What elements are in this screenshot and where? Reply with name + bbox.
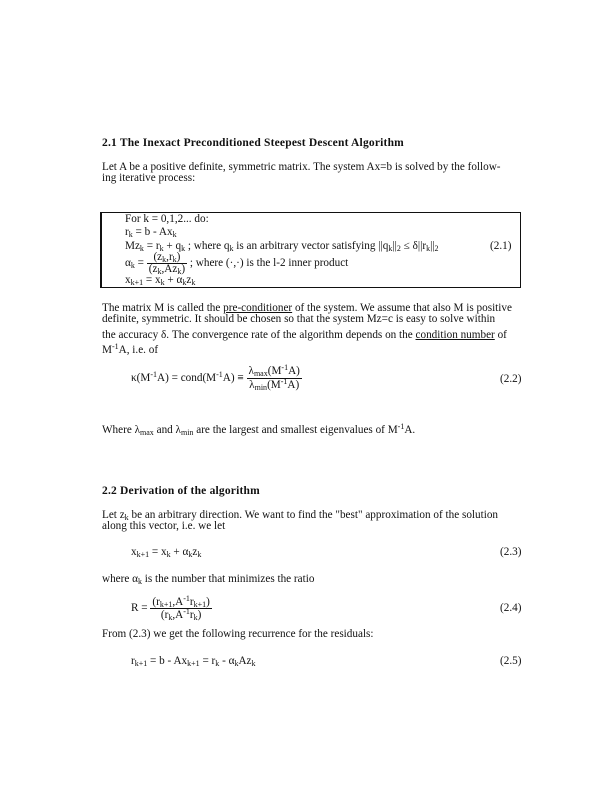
equation-number: (2.5)	[500, 655, 522, 667]
equation-2-5: $r_{k+1} = b - Ax_{k+1} = r_k - \alpha_kAz_k$	[131, 655, 256, 668]
equation-number: (2.4)	[500, 602, 522, 614]
equation-2-2: $\kappa(M^{-1}A)$ = $cond(M^{-1}A)$ ≡ $\frac{\lambda_{max}(M^{-1}A)}{\lambda_{min}(M^{-1}A)}$	[131, 363, 300, 392]
algorithm-line: $x_{k+1} = x_k + \alpha_kz_k$	[125, 274, 196, 287]
paragraph-line: Let $z_k$ be an arbitrary direction. We want to find the "best" approximation of the solution	[102, 509, 499, 522]
paragraph-line: definite, symmetric. It should be chosen so that the system Mz=c is easy to solve within	[102, 313, 496, 325]
algorithm-line: $Mz_k = r_k + q_k$ ; where $q_k$ is an arbitrary vector satisfying $||q_k||_2 \le \delta||r_k||_2$	[125, 240, 439, 253]
equation-2-3: $x_{k+1} = x_k + \alpha_kz_k$	[131, 546, 202, 559]
fraction: $\frac{(z_k,r_k)}{(z_k,Az_k)}$	[148, 251, 186, 276]
paragraph-line: ing iterative process:	[102, 172, 196, 184]
paragraph-line: Where $\lambda_{max}$ and $\lambda_{min}$ are the largest and smallest eigenvalues of $M^{-1}A$.	[102, 422, 416, 437]
paragraph-line: From (2.3) we get the following recurrence for the residuals:	[102, 628, 374, 640]
paragraph-line: where $\alpha_k$ is the number that minimizes the ratio	[102, 573, 315, 586]
paragraph-line: along this vector, i.e. we let	[102, 520, 226, 532]
equation-number: (2.3)	[500, 546, 522, 558]
paragraph-line: Let A be a positive definite, symmetric matrix. The system Ax=b is solved by the follow-	[102, 161, 501, 173]
paragraph-line: The matrix M is called the pre-conditioner of the system. We assume that also M is positive	[102, 302, 512, 314]
paragraph-line: $M^{-1}A$, i.e. of	[102, 342, 159, 356]
equation-number: (2.1)	[490, 240, 512, 252]
algorithm-line: $\alpha_k$ = $\frac{(z_k,r_k)}{(z_k,Az_k)}$ ; where (·,·) is the l-2 inner product	[125, 251, 349, 276]
paragraph-line: the accuracy δ. The convergence rate of the algorithm depends on the condition number of	[102, 329, 507, 341]
equation-2-4: R = $\frac{(r_{k+1},A^{-1}r_{k+1})}{(r_k,A^{-1}r_k)}$	[131, 594, 210, 622]
term-preconditioner: pre-conditioner	[223, 302, 293, 314]
section-heading: 2.2 Derivation of the algorithm	[102, 485, 260, 497]
term-condition-number: condition number	[415, 329, 495, 341]
section-heading: 2.1 The Inexact Preconditioned Steepest Descent Algorithm	[102, 137, 404, 149]
algorithm-line: $r_k = b - Ax_k$	[125, 226, 177, 239]
algorithm-line: For k = 0,1,2... do:	[125, 213, 209, 225]
equation-number: (2.2)	[500, 373, 522, 385]
